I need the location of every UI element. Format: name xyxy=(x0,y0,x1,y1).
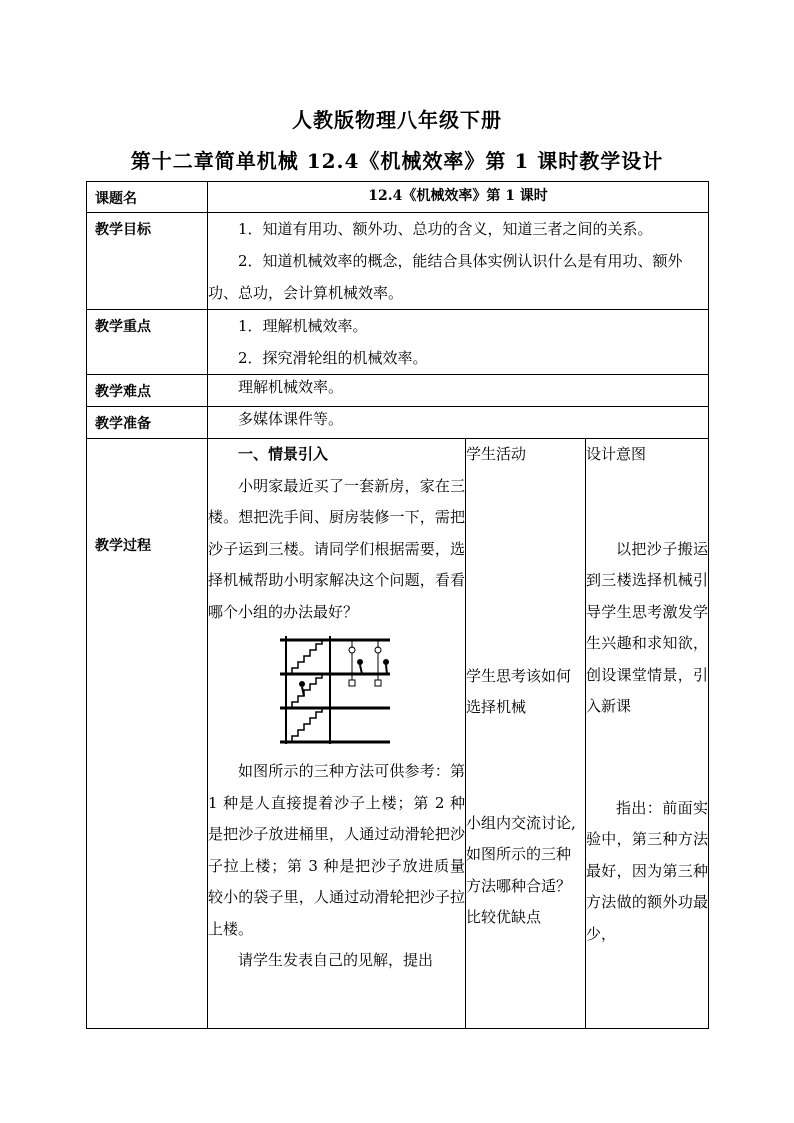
goals-row xyxy=(87,213,709,310)
student-activity-text: 学生思考该如何选择机械 xyxy=(466,666,572,716)
key-point-item: 1．理解机械效率。 xyxy=(238,317,368,335)
topic-label: 课题名 xyxy=(87,182,208,213)
lesson-plan-table xyxy=(86,181,709,1029)
discussion-paragraph: 请学生发表自己的见解，提出 xyxy=(238,951,434,969)
difficulty-row xyxy=(87,375,709,407)
goals-label: 教学目标 xyxy=(87,213,208,310)
goals-content xyxy=(208,213,709,310)
key-point-item: 2．探究滑轮组的机械效率。 xyxy=(238,349,428,367)
student-activity-text: 小组内交流讨论,如图所示的三种方法哪种合适？比较优缺点 xyxy=(466,813,576,926)
design-intent-text: 以把沙子搬运到三楼选择机械引导学生思考激发学生兴趣和求知欲，创设课堂情景，引入新课 xyxy=(586,539,709,715)
document-title: 人教版物理八年级下册 xyxy=(292,108,502,132)
preparation-value: 多媒体课件等。 xyxy=(238,410,344,428)
student-activity-header: 学生活动 xyxy=(466,445,527,463)
process-content xyxy=(208,439,466,1029)
design-intent-header: 设计意图 xyxy=(586,445,647,463)
process-label: 教学过程 xyxy=(87,439,208,1029)
design-intent-column xyxy=(586,439,709,1029)
key-points-label: 教学重点 xyxy=(87,310,208,375)
building-pulley-illustration xyxy=(280,636,390,746)
key-points-content xyxy=(208,310,709,375)
student-activity-column xyxy=(466,439,586,1029)
section-title: 一、情景引入 xyxy=(238,445,329,463)
process-row xyxy=(87,439,709,1029)
preparation-label: 教学准备 xyxy=(87,407,208,439)
goal-item: 2．知道机械效率的概念，能结合具体实例认识什么是有用功、额外功、总功，会计算机械效率。 xyxy=(208,252,683,302)
intro-paragraph: 小明家最近买了一套新房，家在三楼。想把洗手间、厨房装修一下，需把沙子运到三楼。请同学们根据需要，选择机械帮助小明家解决这个问题，看看哪个小组的办法最好？ xyxy=(208,476,465,621)
difficulty-value: 理解机械效率。 xyxy=(238,378,344,396)
difficulty-label: 教学难点 xyxy=(87,375,208,407)
topic-row xyxy=(87,182,709,213)
preparation-row xyxy=(87,407,709,439)
key-points-row xyxy=(87,310,709,375)
methods-paragraph: 如图所示的三种方法可供参考：第 1 种是人直接提着沙子上楼；第 2 种是把沙子放进桶里，人通过动滑轮把沙子拉上楼；第 3 种是把沙子放进质量较小的袋子里，人通过动滑轮把沙子拉上楼。 xyxy=(208,762,465,938)
goal-item: 1．知道有用功、额外功、总功的含义，知道三者之间的关系。 xyxy=(238,220,653,238)
topic-value: 12.4《机械效率》第 1 课时 xyxy=(208,182,709,213)
document-subtitle: 第十二章简单机械 12.4《机械效率》第 1 课时教学设计 xyxy=(130,149,664,173)
design-intent-text: 指出：前面实验中，第三种方法最好，因为第三种方法做的额外功最少， xyxy=(586,798,709,943)
